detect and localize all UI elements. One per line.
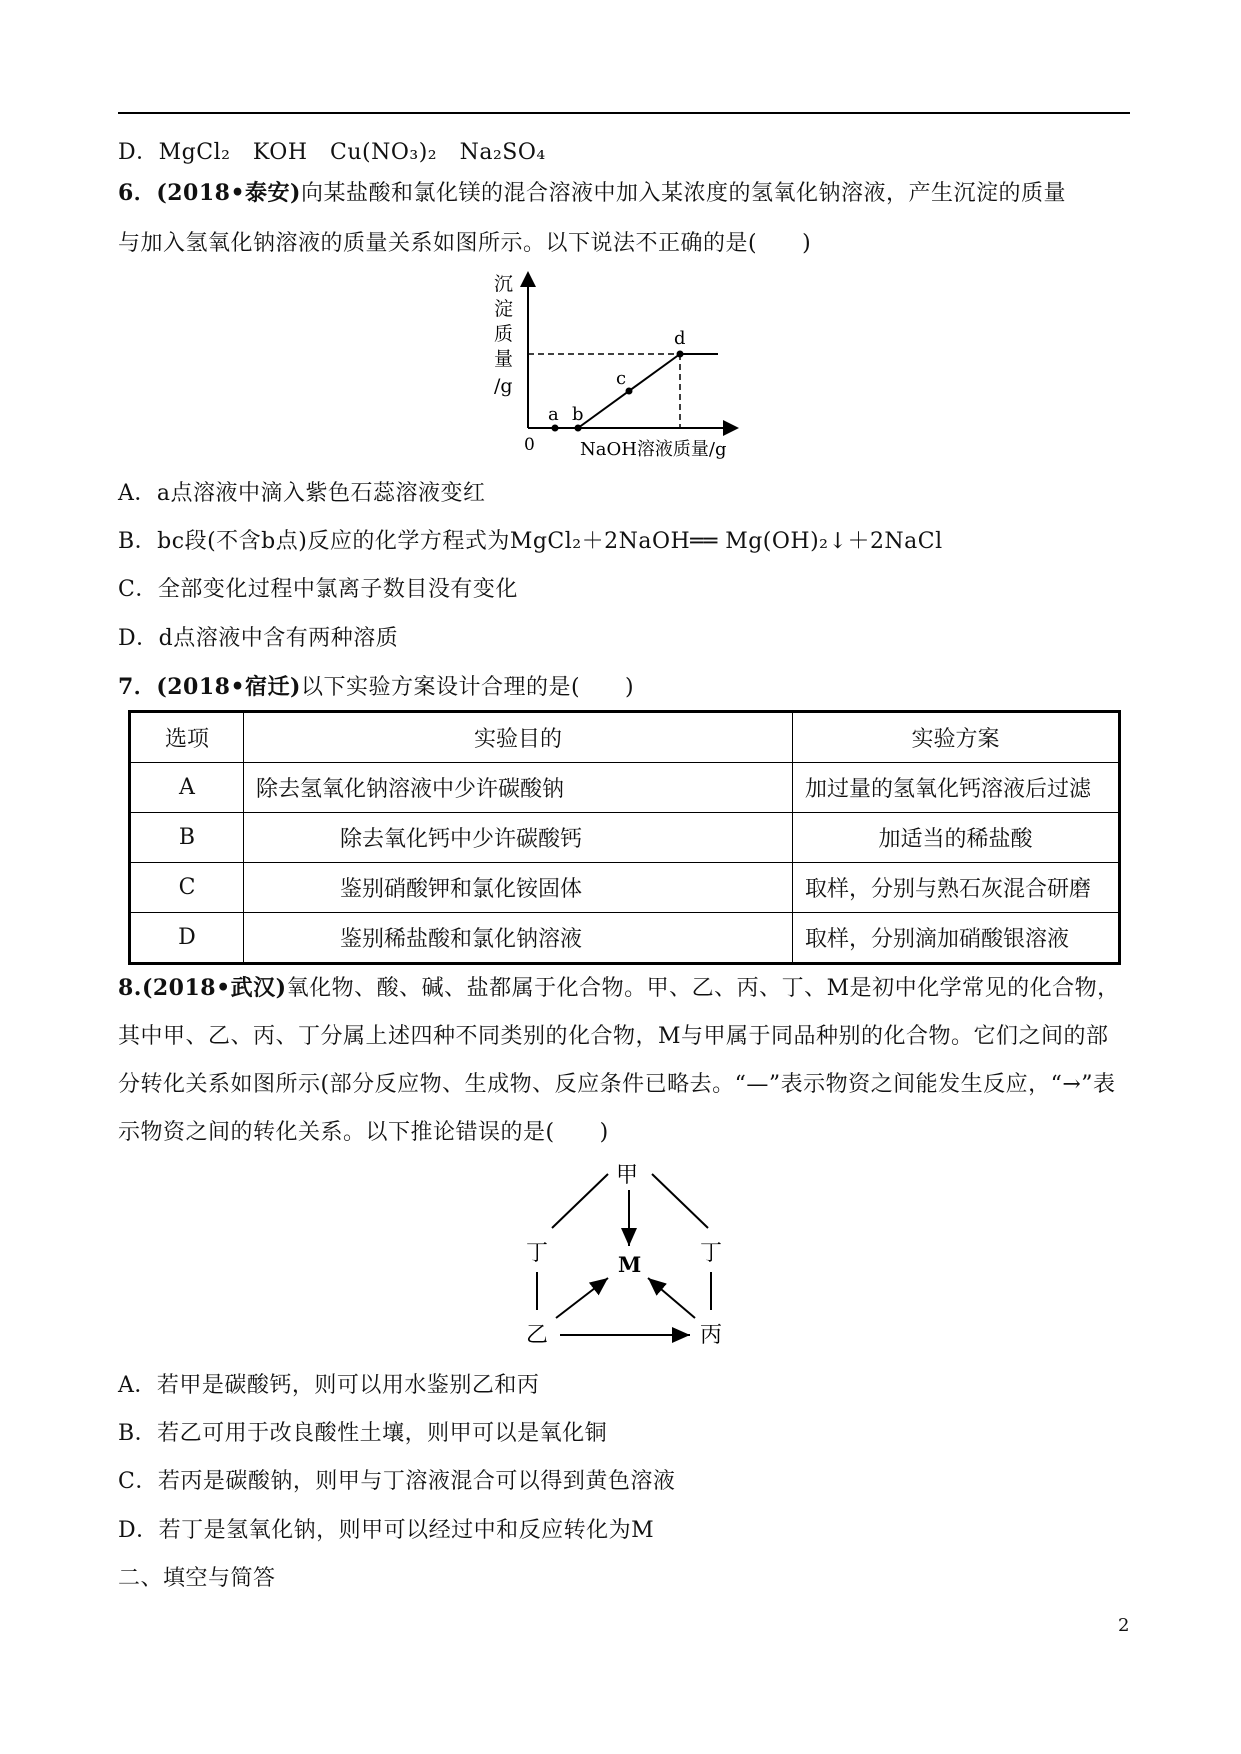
row-c-purpose: 鉴别硝酸钾和氯化铵固体 <box>244 863 793 913</box>
origin-label: 0 <box>524 435 535 455</box>
q6-source: (2018•泰安) <box>156 180 301 206</box>
point-c <box>626 388 633 395</box>
q8-stem: 氧化物、酸、碱、盐都属于化合物。甲、乙、丙、丁、M是初中化学常见的化合物，其中甲、乙、丙、丁分属上述四种不同类别的化合物，M与甲属于同品种别的化合物。它们之间的部分转化关系如图所示(部分反应物、生成物、反应条件已略去。“—”表示物资之间能发生反应，“→”表示物资之间的转化关系。以下推论错误的是( ) <box>118 976 1120 1145</box>
y-label-3: 量 <box>494 348 514 370</box>
node-ding-left: 丁 <box>526 1241 549 1266</box>
row-a-purpose: 除去氢氧化钠溶液中少许碳酸钠 <box>244 763 793 813</box>
node-m: M <box>618 1252 642 1277</box>
q6-option-b: B．bc段(不含b点)反应的化学方程式为MgCl₂＋2NaOH══ Mg(OH)₂↓＋2NaCl <box>118 529 943 554</box>
header-option: 选项 <box>130 712 244 763</box>
q6-stem-line2: 与加入氢氧化钠溶液的质量关系如图所示。以下说法不正确的是( ) <box>118 231 812 256</box>
q8-option-b: B．若乙可用于改良酸性土壤，则甲可以是氧化铜 <box>118 1421 608 1446</box>
edge-bing-m <box>648 1278 695 1318</box>
q7-table <box>128 710 1121 965</box>
node-bing: 丙 <box>700 1323 723 1348</box>
q7-source: (2018•宿迁) <box>156 674 301 700</box>
q8-option-a: A．若甲是碳酸钙，则可以用水鉴别乙和丙 <box>118 1373 540 1398</box>
node-ding-right: 丁 <box>700 1241 723 1266</box>
point-a <box>552 425 559 432</box>
table-row <box>130 863 1120 913</box>
q8-number: 8. <box>118 975 142 1001</box>
q7-line <box>118 670 634 701</box>
x-axis-label: NaOH溶液质量/g <box>580 439 727 460</box>
label-d: d <box>674 328 686 349</box>
y-label-0: 沉 <box>494 273 514 295</box>
row-b-purpose: 除去氧化钙中少许碳酸钙 <box>244 813 793 863</box>
header-plan: 实验方案 <box>793 712 1120 763</box>
q6-graph <box>490 268 760 468</box>
label-c: c <box>616 368 627 389</box>
table-header-row <box>130 712 1120 763</box>
section-title: 二、填空与简答 <box>118 1566 276 1591</box>
point-b <box>575 425 582 432</box>
label-b: b <box>572 404 584 425</box>
row-a-plan: 加过量的氢氧化钙溶液后过滤 <box>793 763 1120 813</box>
y-label-2: 质 <box>494 323 514 345</box>
header-purpose: 实验目的 <box>244 712 793 763</box>
row-a-option: A <box>130 763 244 813</box>
row-d-plan: 取样，分别滴加硝酸银溶液 <box>793 913 1120 964</box>
row-d-purpose: 鉴别稀盐酸和氯化钠溶液 <box>244 913 793 964</box>
q8-source: (2018•武汉) <box>141 975 287 1001</box>
y-label-1: 淀 <box>494 298 514 320</box>
q6-stem-line1: 向某盐酸和氯化镁的混合溶液中加入某浓度的氢氧化钠溶液，产生沉淀的质量 <box>300 181 1066 206</box>
point-d <box>677 351 684 358</box>
q8-stem-block <box>118 964 1128 1157</box>
page-number: 2 <box>1118 1615 1130 1636</box>
label-a: a <box>548 404 559 425</box>
table-row <box>130 913 1120 964</box>
q6-option-d: D．d点溶液中含有两种溶质 <box>118 626 399 651</box>
edge-jia-ding-right <box>652 1174 708 1228</box>
edge-yi-m <box>556 1278 608 1318</box>
q8-diagram <box>520 1160 740 1360</box>
q8-option-c: C．若丙是碳酸钠，则甲与丁溶液混合可以得到黄色溶液 <box>118 1469 676 1494</box>
row-b-plan: 加适当的稀盐酸 <box>793 813 1120 863</box>
row-c-plan: 取样，分别与熟石灰混合研磨 <box>793 863 1120 913</box>
q7-number: 7． <box>118 674 157 700</box>
q6-line1 <box>118 176 1066 207</box>
header-rule <box>118 112 1130 114</box>
q6-option-a: A．a点溶液中滴入紫色石蕊溶液变红 <box>118 481 486 506</box>
q6-option-c: C．全部变化过程中氯离子数目没有变化 <box>118 577 518 602</box>
table-row <box>130 813 1120 863</box>
prev-option-d: D．MgCl₂ KOH Cu(NO₃)₂ Na₂SO₄ <box>118 140 546 165</box>
q6-number: 6． <box>118 180 157 206</box>
node-jia: 甲 <box>616 1163 639 1188</box>
q8-option-d: D．若丁是氢氧化钠，则甲可以经过中和反应转化为M <box>118 1518 655 1543</box>
q7-stem: 以下实验方案设计合理的是( ) <box>300 675 635 700</box>
row-d-option: D <box>130 913 244 964</box>
row-b-option: B <box>130 813 244 863</box>
table-row <box>130 763 1120 813</box>
y-label-4: /g <box>494 375 513 397</box>
row-c-option: C <box>130 863 244 913</box>
node-yi: 乙 <box>526 1323 549 1348</box>
edge-jia-ding-left <box>552 1174 608 1228</box>
